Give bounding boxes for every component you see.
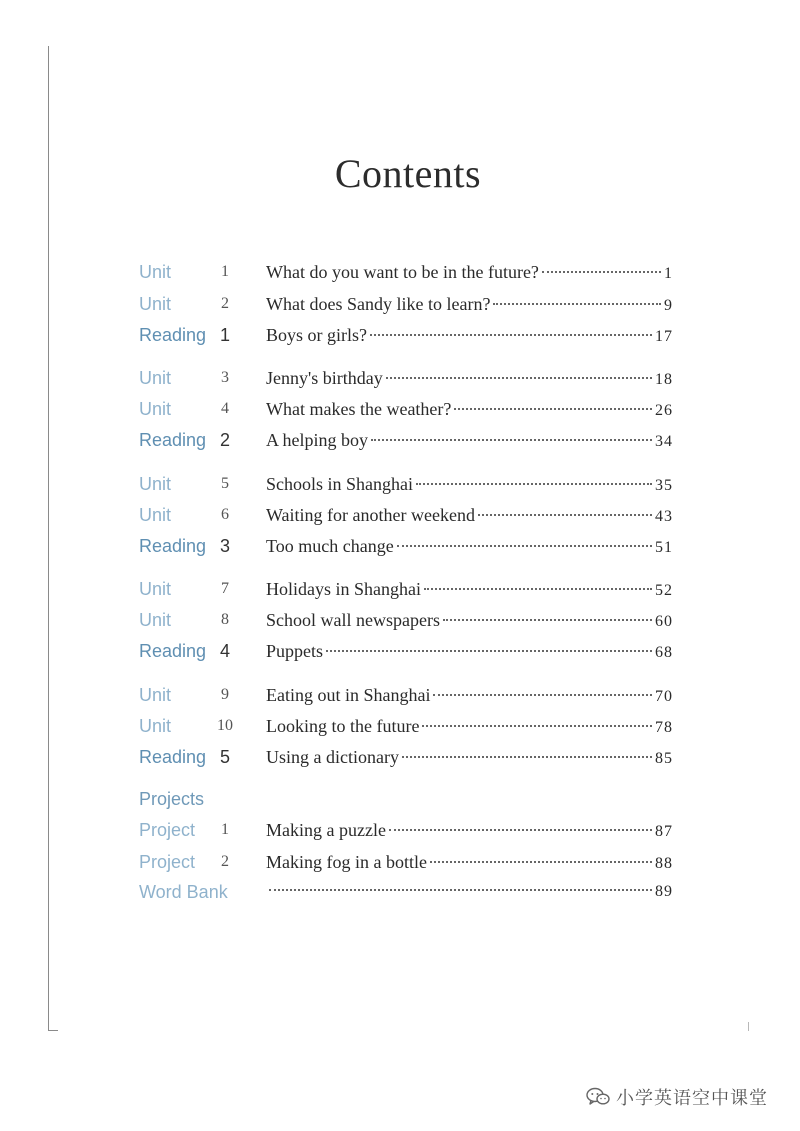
toc-page-number: 43 [655, 508, 673, 525]
toc-entry-title: What does Sandy like to learn? [266, 294, 491, 314]
toc-row [0, 258, 800, 286]
toc-row [0, 848, 800, 876]
toc-entry-title: Making fog in a bottle [266, 852, 427, 872]
toc-row-number: 4 [221, 400, 229, 417]
toc-page-number: 26 [655, 402, 673, 419]
toc-row-number: 1 [221, 821, 229, 838]
toc-row [0, 426, 800, 454]
toc-row-number: 3 [221, 369, 229, 386]
toc-row-label: Reading [139, 747, 207, 767]
toc-entry-title: Making a puzzle [266, 820, 386, 840]
toc-row-number: 2 [221, 295, 229, 312]
toc-entry [266, 364, 673, 392]
toc-row-number: 9 [221, 686, 229, 703]
toc-row-number: 3 [219, 536, 230, 556]
toc-row-number: 2 [221, 853, 229, 870]
toc-row-label: Reading [139, 325, 207, 345]
dot-leader [386, 377, 652, 379]
toc-entry-title: Too much change [266, 536, 394, 556]
dot-leader [371, 439, 652, 441]
toc-row-number: 10 [217, 717, 233, 734]
toc-entry [266, 290, 673, 318]
toc-entry [266, 395, 673, 423]
toc-row-number: 8 [221, 611, 229, 628]
toc-entry [266, 712, 673, 740]
toc-row [0, 364, 800, 392]
toc-page-number: 70 [655, 688, 673, 705]
toc-entry-title: Eating out in Shanghai [266, 685, 431, 705]
toc-row-label: Unit [139, 262, 172, 282]
toc-row-label: Unit [139, 610, 172, 630]
toc-row-label: Project [139, 852, 196, 872]
toc-row-number: 6 [221, 506, 229, 523]
toc-entry-title: What makes the weather? [266, 399, 452, 419]
toc-row [0, 878, 800, 906]
toc-entry-title: Using a dictionary [266, 747, 399, 767]
dot-leader [389, 829, 652, 831]
toc-row-number: 5 [221, 475, 229, 492]
watermark-text: 小学英语空中课堂 [616, 1088, 768, 1109]
toc-entry [266, 470, 673, 498]
toc-row-label: Reading [139, 641, 207, 661]
toc-page-number: 18 [655, 371, 673, 388]
toc-entry [266, 426, 673, 454]
dot-leader [542, 271, 661, 273]
toc-row-label: Unit [139, 505, 172, 525]
toc-row-label: Project [139, 820, 196, 840]
toc-row-number: 7 [221, 580, 229, 597]
toc-row-number: 1 [219, 325, 230, 345]
toc-row [0, 290, 800, 318]
left-margin-rule-foot [48, 1030, 58, 1031]
toc-row [0, 743, 800, 771]
toc-page-number: 88 [655, 855, 673, 872]
toc-entry [266, 501, 673, 529]
toc-entry-title: Waiting for another weekend [266, 505, 475, 525]
toc-entry [266, 681, 673, 709]
dot-leader [478, 514, 652, 516]
toc-page-number: 85 [655, 750, 673, 767]
toc-page-number: 87 [655, 823, 673, 840]
toc-row [0, 712, 800, 740]
toc-page-number: 34 [655, 433, 673, 450]
toc-row-label: Unit [139, 294, 172, 314]
toc-page-number: 17 [655, 328, 673, 345]
right-margin-mark [748, 1022, 749, 1031]
toc-page-number: 78 [655, 719, 673, 736]
toc-row-label: Reading [139, 430, 207, 450]
toc-row [0, 501, 800, 529]
toc-row-label: Projects [139, 789, 205, 809]
dot-leader [422, 725, 652, 727]
dot-leader [326, 650, 652, 652]
dot-leader [370, 334, 652, 336]
toc-entry-title: Looking to the future [266, 716, 420, 736]
dot-leader [269, 889, 652, 891]
toc-entry-title: Jenny's birthday [266, 368, 383, 388]
toc-entry-title: Schools in Shanghai [266, 474, 413, 494]
toc-entry [266, 816, 673, 844]
toc-row [0, 637, 800, 665]
toc-entry [266, 743, 673, 771]
wechat-icon [586, 1087, 610, 1107]
dot-leader [416, 483, 652, 485]
toc-row [0, 606, 800, 634]
toc-row-number: 1 [221, 263, 229, 280]
toc-entry-title: Holidays in Shanghai [266, 579, 421, 599]
toc-row-label: Unit [139, 685, 172, 705]
dot-leader [397, 545, 652, 547]
toc-page-number: 51 [655, 539, 673, 556]
toc-row-label: Unit [139, 474, 172, 494]
toc-entry [266, 637, 673, 665]
toc-row-label: Reading [139, 536, 207, 556]
toc-row [0, 816, 800, 844]
toc-row [0, 575, 800, 603]
dot-leader [433, 694, 652, 696]
toc-row [0, 785, 800, 813]
toc-entry-title: A helping boy [266, 430, 368, 450]
toc-entry [266, 321, 673, 349]
toc-page-number: 35 [655, 477, 673, 494]
toc-entry [266, 848, 673, 876]
toc-page-number: 9 [664, 297, 673, 314]
toc-entry [266, 532, 673, 560]
toc-entry-title: School wall newspapers [266, 610, 440, 630]
toc-entry [266, 258, 673, 286]
dot-leader [430, 861, 652, 863]
toc-page-number: 52 [655, 582, 673, 599]
toc-row [0, 532, 800, 560]
dot-leader [443, 619, 652, 621]
dot-leader [493, 303, 661, 305]
toc-page-number: 68 [655, 644, 673, 661]
toc-row-number: 4 [219, 641, 230, 661]
dot-leader [454, 408, 652, 410]
toc-page-number: 1 [664, 265, 673, 282]
page-title: Contents [334, 151, 482, 196]
toc-entry-title: Boys or girls? [266, 325, 367, 345]
watermark [586, 1082, 768, 1112]
toc-entry [266, 606, 673, 634]
dot-leader [402, 756, 652, 758]
toc-page-number: 89 [655, 883, 673, 900]
dot-leader [424, 588, 652, 590]
toc-entry [266, 575, 673, 603]
toc-row-number: 5 [219, 747, 230, 767]
toc-row [0, 470, 800, 498]
toc-row [0, 681, 800, 709]
toc-row-label: Unit [139, 716, 172, 736]
toc-entry-title: Puppets [266, 641, 324, 661]
toc-row-label: Unit [139, 579, 172, 599]
toc-entry-title: What do you want to be in the future? [266, 262, 539, 282]
toc-row [0, 395, 800, 423]
toc-row-number: 2 [219, 430, 230, 450]
toc-row-label: Unit [139, 368, 172, 388]
toc-row-label: Word Bank [139, 882, 228, 902]
toc-page-number: 60 [655, 613, 673, 630]
toc-row [0, 321, 800, 349]
toc-entry [266, 878, 673, 906]
toc-row-label: Unit [139, 399, 172, 419]
